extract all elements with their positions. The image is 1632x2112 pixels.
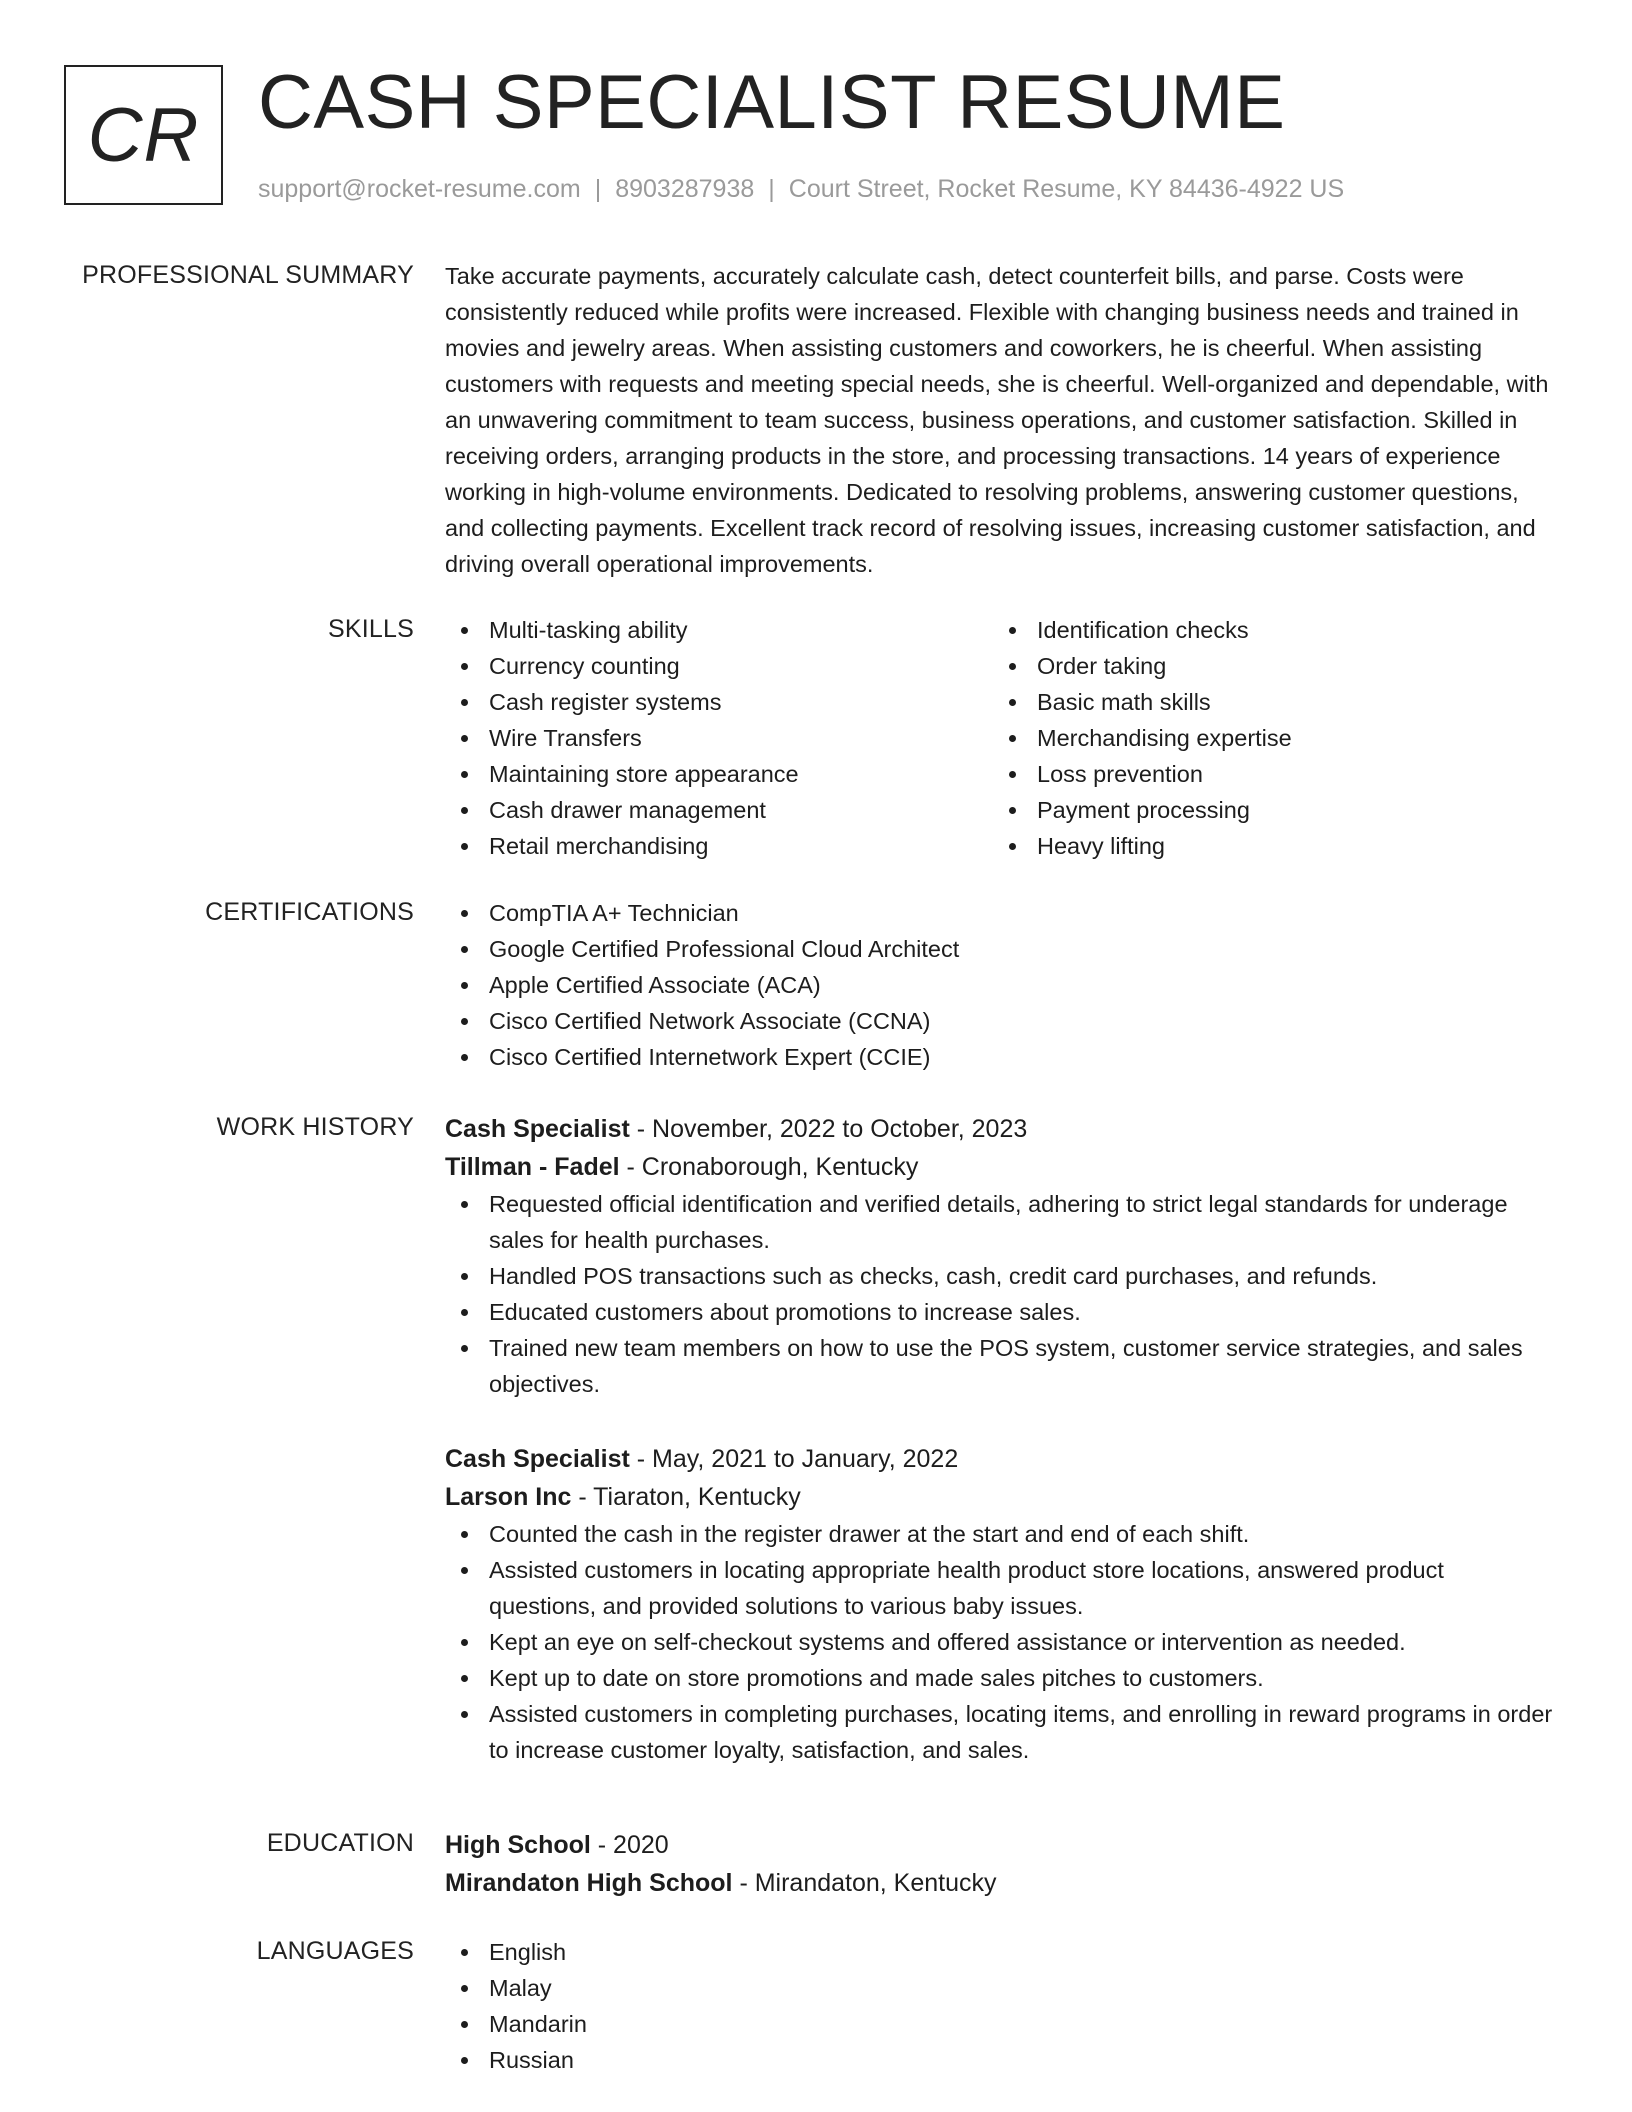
skill-item: Identification checks [993, 612, 1541, 648]
certifications-body [445, 895, 1555, 1075]
work-history-body [445, 1110, 1555, 1768]
skills-list-left [445, 612, 993, 864]
certifications-list [445, 895, 1555, 1075]
education-body [445, 1826, 1555, 1902]
job-bullet: Assisted customers in completing purchases, locating items, and enrolling in reward programs in order to increase customer loyalty, satisfaction, and sales. [445, 1696, 1555, 1768]
job-title-line [445, 1440, 1555, 1478]
job-location: - Tiaraton, Kentucky [571, 1483, 801, 1511]
language-item: English [445, 1934, 1555, 1970]
skills-columns [445, 612, 1555, 864]
section-heading-education: EDUCATION [266, 1829, 414, 1857]
skill-item: Payment processing [993, 792, 1541, 828]
skill-item: Wire Transfers [445, 720, 993, 756]
language-item: Malay [445, 1970, 1555, 2006]
education-degree-line [445, 1826, 1555, 1864]
language-item: Russian [445, 2042, 1555, 2078]
skill-item: Order taking [993, 648, 1541, 684]
contact-separator: | [768, 175, 775, 203]
languages-list [445, 1934, 1555, 2078]
section-heading-languages: LANGUAGES [256, 1937, 414, 1965]
certification-item: Cisco Certified Network Associate (CCNA) [445, 1003, 1555, 1039]
monogram-initials: CR [87, 92, 200, 178]
section-heading-work-history: WORK HISTORY [216, 1113, 414, 1141]
job-bullet: Educated customers about promotions to increase sales. [445, 1294, 1555, 1330]
job-title: Cash Specialist [445, 1445, 630, 1473]
skill-item: Currency counting [445, 648, 993, 684]
job-company-line [445, 1148, 1555, 1186]
section-heading-summary: PROFESSIONAL SUMMARY [82, 261, 414, 289]
skill-item: Cash register systems [445, 684, 993, 720]
skill-item: Heavy lifting [993, 828, 1541, 864]
certification-item: Cisco Certified Internetwork Expert (CCIE) [445, 1039, 1555, 1075]
job-bullet-list [445, 1186, 1555, 1402]
skills-column-left [445, 612, 993, 864]
contact-address: Court Street, Rocket Resume, KY 84436-4922 US [788, 175, 1345, 203]
job-entry [445, 1110, 1555, 1402]
certification-item: CompTIA A+ Technician [445, 895, 1555, 931]
certification-item: Google Certified Professional Cloud Architect [445, 931, 1555, 967]
education-degree: High School [445, 1831, 591, 1859]
job-company: Tillman - Fadel [445, 1153, 620, 1181]
summary-body [445, 258, 1555, 582]
skill-item: Merchandising expertise [993, 720, 1541, 756]
contact-email[interactable]: support@rocket-resume.com [258, 175, 581, 203]
job-title: Cash Specialist [445, 1115, 630, 1143]
contact-line [258, 172, 1344, 206]
section-heading-certifications: CERTIFICATIONS [205, 898, 414, 926]
resume-title: CASH SPECIALIST RESUME [258, 60, 1286, 145]
education-location: - Mirandaton, Kentucky [732, 1869, 997, 1897]
job-bullet: Requested official identification and verified details, adhering to strict legal standards for underage sales for health purchases. [445, 1186, 1555, 1258]
skills-column-right [993, 612, 1541, 864]
skill-item: Maintaining store appearance [445, 756, 993, 792]
job-bullet: Trained new team members on how to use the POS system, customer service strategies, and sales objectives. [445, 1330, 1555, 1402]
job-dates: - May, 2021 to January, 2022 [629, 1445, 959, 1473]
job-bullet: Handled POS transactions such as checks, cash, credit card purchases, and refunds. [445, 1258, 1555, 1294]
skill-item: Retail merchandising [445, 828, 993, 864]
education-school: Mirandaton High School [445, 1869, 733, 1897]
summary-text: Take accurate payments, accurately calculate cash, detect counterfeit bills, and parse. Costs were consistently reduced while profits were increased. Flexible with changing business needs and trained in movies and jewelry areas. When assisting customers and coworkers, he is cheerful. When assisting customers with requests and meeting special needs, she is cheerful. Well-organized and dependable, with an unwavering commitment to team success, business operations, and customer satisfaction. Skilled in receiving orders, arranging products in the store, and processing transactions. 14 years of experience working in high-volume environments. Dedicated to resolving problems, answering customer questions, and collecting payments. Excellent track record of resolving issues, increasing customer satisfaction, and driving overall operational improvements. [445, 263, 1549, 577]
job-dates: - November, 2022 to October, 2023 [629, 1115, 1028, 1143]
languages-body [445, 1934, 1555, 2078]
education-year: - 2020 [590, 1831, 669, 1859]
skill-item: Multi-tasking ability [445, 612, 993, 648]
job-company-line [445, 1478, 1555, 1516]
contact-separator: | [594, 175, 602, 203]
job-company: Larson Inc [445, 1483, 572, 1511]
skill-item: Loss prevention [993, 756, 1541, 792]
job-bullet: Counted the cash in the register drawer at the start and end of each shift. [445, 1516, 1555, 1552]
job-bullet: Kept up to date on store promotions and made sales pitches to customers. [445, 1660, 1555, 1696]
certification-item: Apple Certified Associate (ACA) [445, 967, 1555, 1003]
education-school-line [445, 1864, 1555, 1902]
job-location: - Cronaborough, Kentucky [619, 1153, 919, 1181]
skill-item: Basic math skills [993, 684, 1541, 720]
job-bullet-list [445, 1516, 1555, 1768]
skill-item: Cash drawer management [445, 792, 993, 828]
contact-phone[interactable]: 8903287938 [615, 175, 755, 203]
monogram-logo [64, 65, 223, 205]
job-spacer [445, 1402, 1555, 1440]
job-entry [445, 1440, 1555, 1768]
job-bullet: Assisted customers in locating appropriate health product store locations, answered product questions, and provided solutions to various baby issues. [445, 1552, 1555, 1624]
section-heading-skills: SKILLS [328, 615, 414, 643]
language-item: Mandarin [445, 2006, 1555, 2042]
job-bullet: Kept an eye on self-checkout systems and offered assistance or intervention as needed. [445, 1624, 1555, 1660]
job-title-line [445, 1110, 1555, 1148]
skills-list-right [993, 612, 1541, 864]
